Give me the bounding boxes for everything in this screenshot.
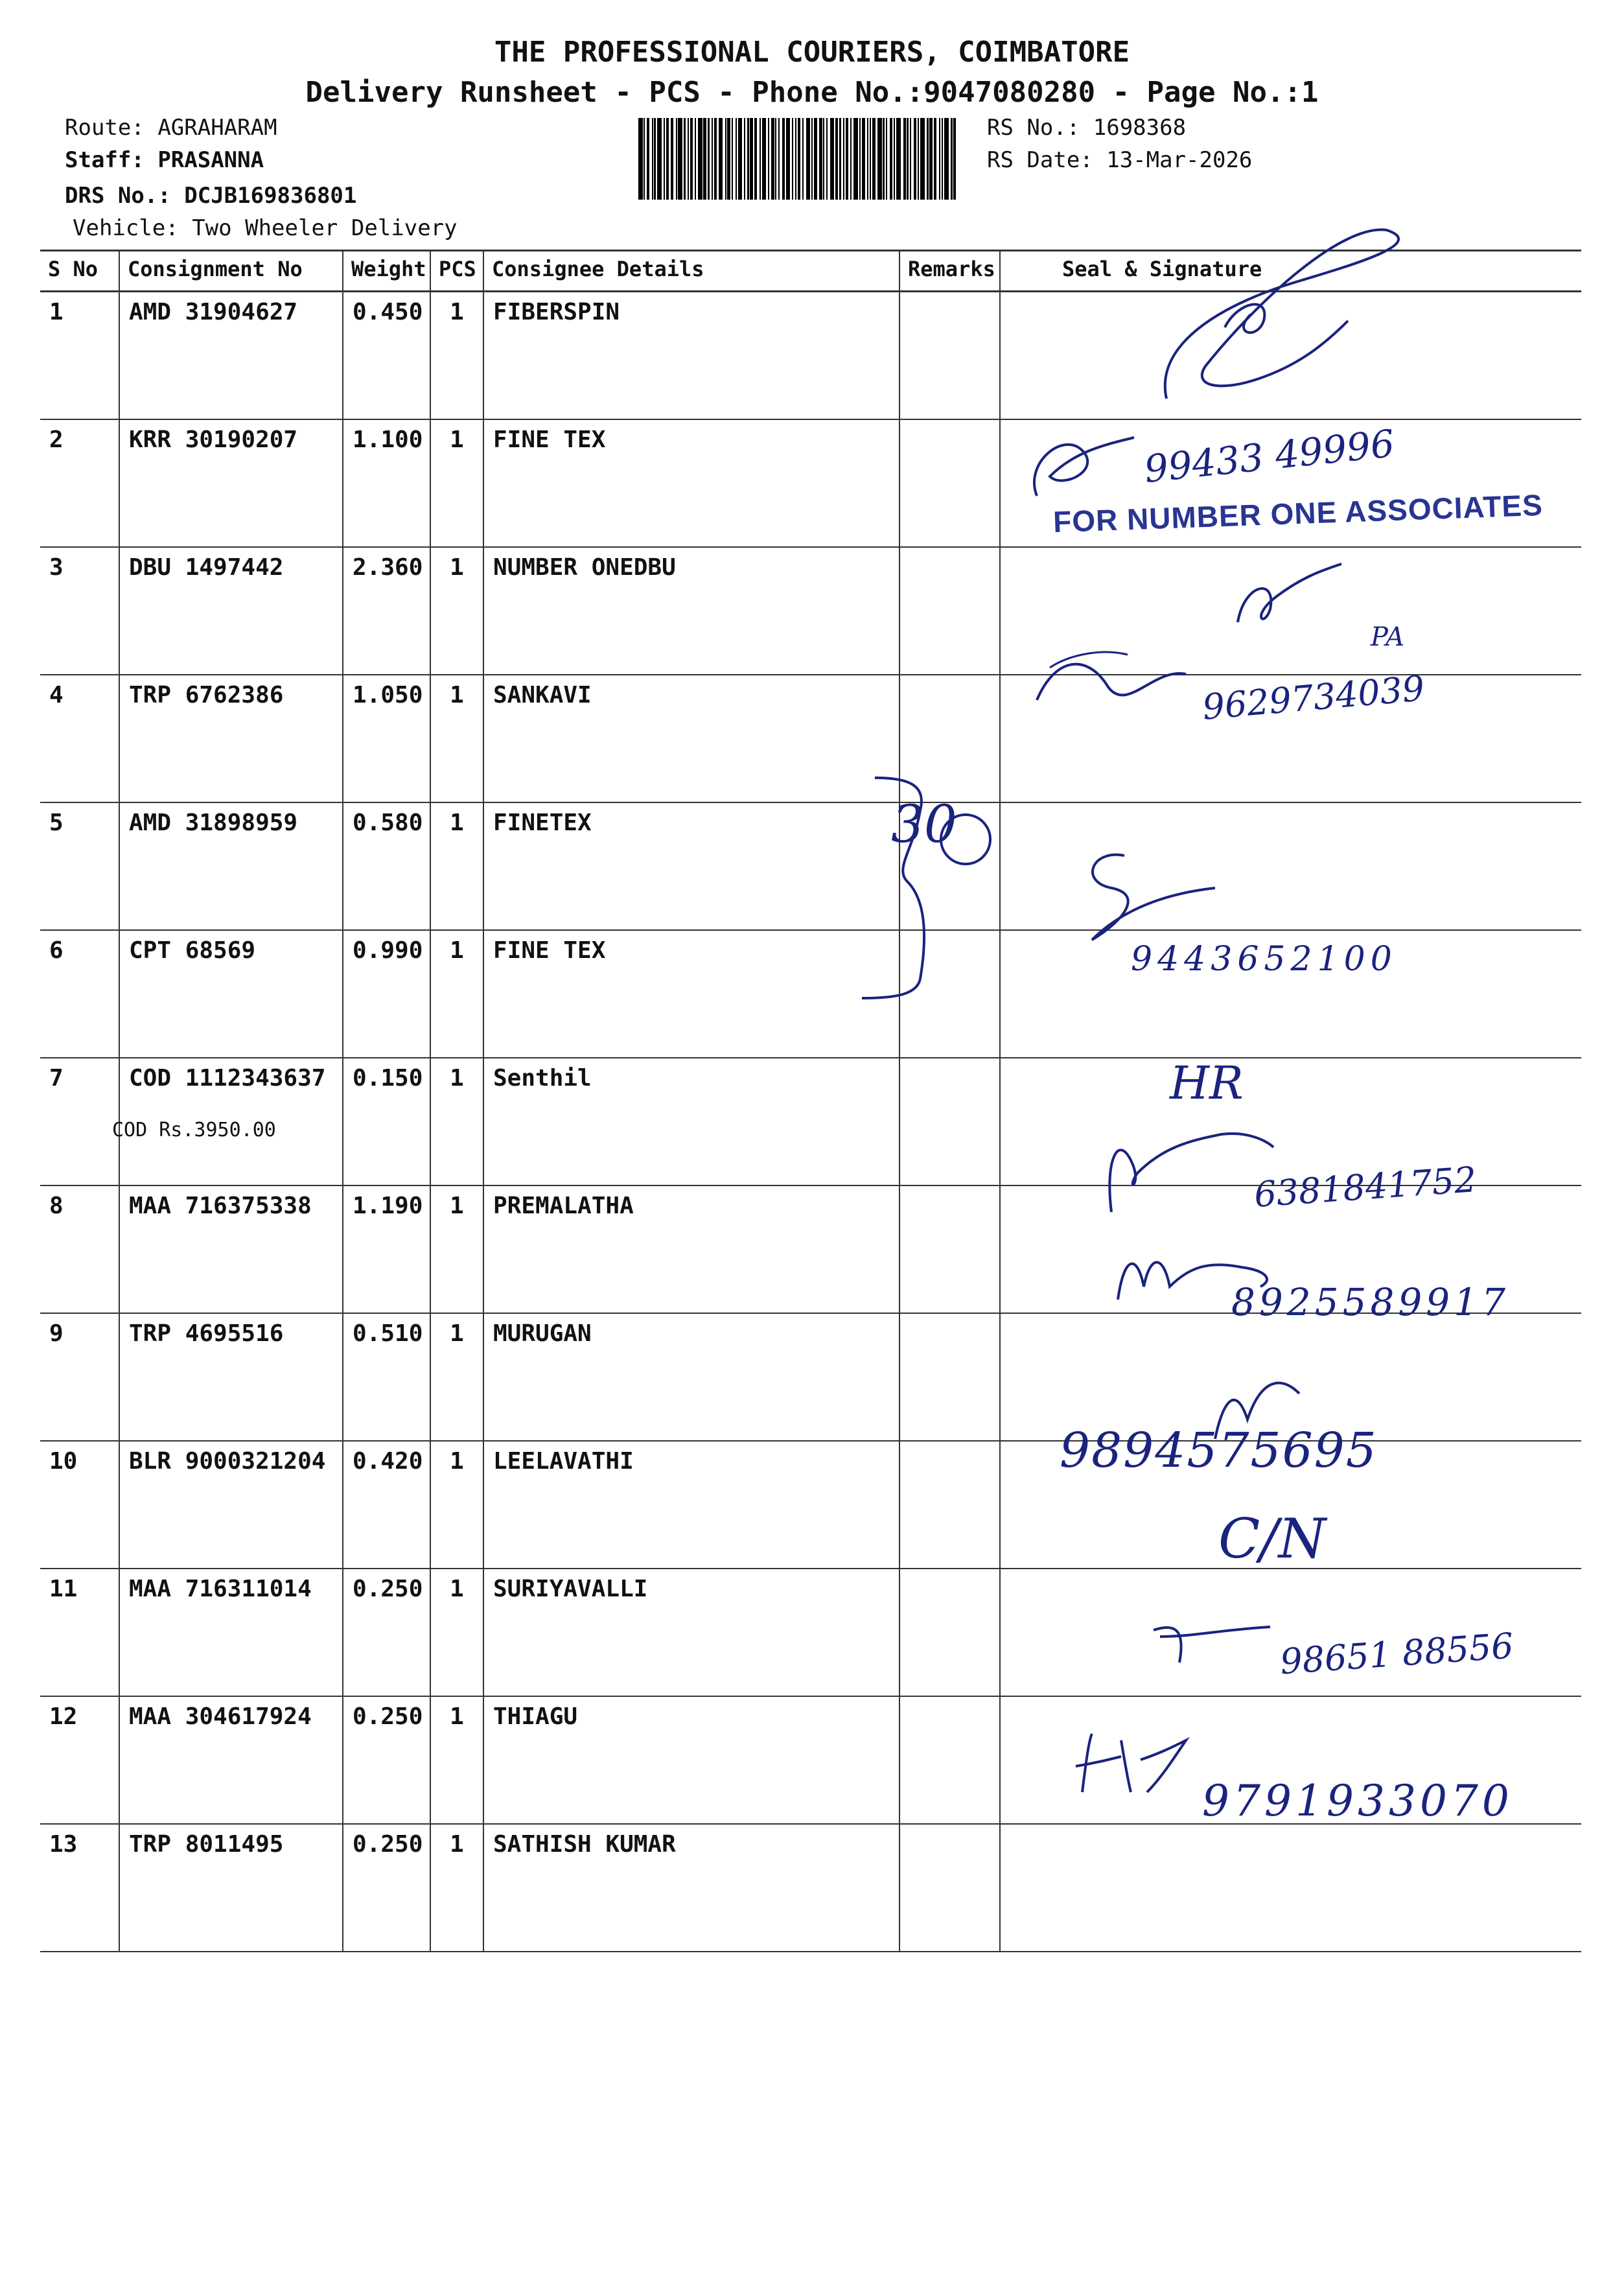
cell-pcs <box>430 1824 483 1952</box>
barcode-bar <box>760 118 761 200</box>
barcode-bar <box>806 118 811 200</box>
cell-pcs <box>430 547 483 675</box>
barcode-bar <box>690 118 693 200</box>
cell-pcs <box>430 1313 483 1441</box>
barcode-bar <box>762 118 767 200</box>
barcode-bar <box>778 118 780 200</box>
cell-weight-text: 0.580 <box>353 810 423 836</box>
rs-date: RS Date: 13-Mar-2026 <box>987 147 1253 173</box>
drs-value: DCJB169836801 <box>184 183 357 209</box>
handwritten-phone-3: 9443652100 <box>1131 940 1397 979</box>
barcode-bar <box>850 118 852 200</box>
signature-4 <box>1030 642 1199 726</box>
cell-consignee <box>483 802 899 930</box>
cell-remarks <box>899 1185 1000 1313</box>
barcode-bar <box>823 118 824 200</box>
barcode-bar <box>725 118 726 200</box>
cell-consignee <box>483 1696 899 1824</box>
table-row <box>40 1058 1581 1185</box>
barcode-bar <box>719 118 723 200</box>
col-header-consignment: Consignment No <box>119 251 343 292</box>
cell-sno-text: 11 <box>49 1576 78 1602</box>
cell-consignee-text: FINE TEX <box>493 937 606 964</box>
cell-consignee-text: NUMBER ONEDBU <box>493 554 676 581</box>
barcode-bar <box>814 118 817 200</box>
cell-seal-signature <box>1000 1058 1581 1185</box>
barcode-bar <box>795 118 796 200</box>
cell-weight-text: 1.050 <box>353 682 423 708</box>
cell-sno <box>40 930 119 1058</box>
barcode-image <box>638 118 979 200</box>
barcode-bar <box>890 118 892 200</box>
company-title: THE PROFESSIONAL COURIERS, COIMBATORE <box>494 36 1130 69</box>
signature-9 <box>1147 1611 1277 1669</box>
barcode-bar <box>666 118 669 200</box>
cell-sno-text: 7 <box>49 1065 64 1091</box>
cell-weight-text: 0.450 <box>353 299 423 325</box>
barcode-bar <box>654 118 655 200</box>
cell-consignment-no <box>119 1696 343 1824</box>
cell-remarks <box>899 1569 1000 1696</box>
cell-consignment-no <box>119 419 343 547</box>
cell-consignment-no-text: MAA 304617924 <box>129 1703 312 1730</box>
cell-consignment-no-text: TRP 8011495 <box>129 1831 284 1858</box>
cell-consignee-text: FIBERSPIN <box>493 299 620 325</box>
barcode-bar <box>918 118 919 200</box>
staff-value: PRASANNA <box>157 147 264 173</box>
cod-amount-note: COD Rs.3950.00 <box>112 1119 276 1141</box>
barcode-bar <box>671 118 673 200</box>
cell-weight <box>343 1569 430 1696</box>
cell-remarks <box>899 1313 1000 1441</box>
cell-consignment-no <box>119 802 343 930</box>
cell-sno-text: 5 <box>49 810 64 836</box>
cell-remarks <box>899 419 1000 547</box>
vehicle-line: Vehicle: Two Wheeler Delivery <box>73 215 458 241</box>
handwritten-phone-5: 8925589917 <box>1231 1280 1510 1324</box>
cell-sno <box>40 547 119 675</box>
barcode-bar <box>688 118 689 200</box>
cell-sno <box>40 419 119 547</box>
cell-consignee-text: SANKAVI <box>493 682 592 708</box>
cell-pcs-text: 1 <box>450 1831 464 1858</box>
cell-consignee <box>483 1185 899 1313</box>
cell-consignee-text: SURIYAVALLI <box>493 1576 648 1602</box>
barcode-bar <box>846 118 848 200</box>
barcode-bar <box>792 118 793 200</box>
barcode-bar <box>732 118 733 200</box>
barcode-bar <box>953 118 956 200</box>
cell-consignment-no <box>119 1824 343 1952</box>
cell-pcs <box>430 1696 483 1824</box>
barcode-bar <box>910 118 911 200</box>
cell-consignment-no <box>119 292 343 420</box>
cell-pcs-text: 1 <box>450 426 464 453</box>
col-header-pcs: PCS <box>430 251 483 292</box>
barcode-bar <box>811 118 813 200</box>
cell-weight-text: 1.190 <box>353 1193 423 1219</box>
cell-consignee-text: PREMALATHA <box>493 1193 634 1219</box>
cell-pcs-text: 1 <box>450 554 464 581</box>
barcode-bar <box>638 118 643 200</box>
barcode-bar <box>727 118 730 200</box>
cell-weight-text: 0.150 <box>353 1065 423 1091</box>
signature-1 <box>1128 224 1439 418</box>
cell-sno-text: 3 <box>49 554 64 581</box>
cell-sno <box>40 1696 119 1824</box>
cell-sno <box>40 1569 119 1696</box>
cell-consignment-no-text: MAA 716311014 <box>129 1576 312 1602</box>
barcode-bar <box>903 118 906 200</box>
barcode-bar <box>877 118 882 200</box>
cell-consignment-no-text: COD 1112343637 <box>129 1065 326 1091</box>
cell-pcs-text: 1 <box>450 1193 464 1219</box>
cell-weight <box>343 1313 430 1441</box>
cell-remarks <box>899 1824 1000 1952</box>
cell-sno <box>40 675 119 802</box>
barcode-bar <box>768 118 769 200</box>
signature-5 <box>1066 843 1235 953</box>
cell-consignment-no-text: BLR 9000321204 <box>129 1448 326 1475</box>
barcode-bar <box>853 118 858 200</box>
barcode-bar <box>826 118 828 200</box>
cell-pcs <box>430 1569 483 1696</box>
cell-consignee <box>483 1824 899 1952</box>
cell-consignment-no <box>112 1058 343 1185</box>
rs-number: RS No.: 1698368 <box>987 115 1187 141</box>
barcode-bar <box>703 118 706 200</box>
barcode-bar <box>819 118 822 200</box>
barcode-bar <box>862 118 864 200</box>
route-line <box>65 115 277 141</box>
barcode-bar <box>657 118 662 200</box>
barcode-bar <box>754 118 757 200</box>
cell-consignee <box>483 930 899 1058</box>
cell-sno-text: 2 <box>49 426 64 453</box>
cell-sno <box>40 802 119 930</box>
barcode-bar <box>802 118 804 200</box>
cell-weight-text: 0.420 <box>353 1448 423 1475</box>
cell-weight <box>343 1696 430 1824</box>
barcode-bar <box>736 118 737 200</box>
col-header-consignee: Consignee Details <box>483 251 899 292</box>
cell-pcs <box>430 1058 483 1185</box>
cell-weight-text: 0.250 <box>353 1576 423 1602</box>
cell-sno-text: 6 <box>49 937 64 964</box>
cell-consignee-text: SATHISH KUMAR <box>493 1831 676 1858</box>
barcode-bar <box>775 118 776 200</box>
cell-weight-text: 0.250 <box>353 1831 423 1858</box>
staff-label: Staff: <box>65 147 145 173</box>
table-row <box>40 802 1581 930</box>
cell-sno-text: 1 <box>49 299 64 325</box>
cell-weight <box>343 930 430 1058</box>
cell-remarks <box>899 547 1000 675</box>
barcode-bar <box>695 118 696 200</box>
barcode-bar <box>698 118 702 200</box>
cell-pcs-text: 1 <box>450 299 464 325</box>
cell-consignment-no <box>119 547 343 675</box>
cell-remarks <box>899 1696 1000 1824</box>
cell-consignment-no <box>119 1185 343 1313</box>
barcode-bar <box>907 118 908 200</box>
table-row <box>40 1313 1581 1441</box>
cell-consignee-text: FINETEX <box>493 810 592 836</box>
handwritten-phone-8: 9791933070 <box>1202 1776 1513 1826</box>
cell-consignment-no <box>119 1569 343 1696</box>
cell-sno <box>40 1824 119 1952</box>
cell-consignee <box>483 1441 899 1569</box>
barcode-bar <box>664 118 665 200</box>
barcode-bar <box>896 118 901 200</box>
barcode-bar <box>708 118 709 200</box>
cell-sno <box>40 1441 119 1569</box>
cell-consignment-no-text: TRP 4695516 <box>129 1320 284 1347</box>
table-row <box>40 1824 1581 1952</box>
barcode-bar <box>839 118 841 200</box>
cell-consignee-text: LEELAVATHI <box>493 1448 634 1475</box>
cell-consignee-text: FINE TEX <box>493 426 606 453</box>
cell-weight <box>343 547 430 675</box>
cell-pcs <box>430 675 483 802</box>
barcode-bar <box>798 118 800 200</box>
barcode-bar <box>920 118 925 200</box>
route-label: Route: <box>65 115 145 141</box>
cell-weight <box>343 1824 430 1952</box>
cell-pcs <box>430 1185 483 1313</box>
cell-weight <box>343 1441 430 1569</box>
cell-sno <box>40 292 119 420</box>
cell-weight <box>343 1185 430 1313</box>
route-value: AGRAHARAM <box>157 115 277 141</box>
barcode-bar <box>934 118 936 200</box>
handwritten-mark-hr: HR <box>1170 1056 1244 1110</box>
barcode-bar <box>676 118 677 200</box>
col-header-sno: S No <box>40 251 119 292</box>
cell-seal-signature <box>1000 1824 1581 1952</box>
cell-sno <box>40 1058 119 1185</box>
barcode-bar <box>714 118 717 200</box>
barcode-bar <box>830 118 835 200</box>
cell-consignee-text: MURUGAN <box>493 1320 592 1347</box>
barcode-bar <box>872 118 875 200</box>
barcode-bar <box>886 118 887 200</box>
handwritten-remark-count: 30 <box>891 794 957 854</box>
cell-consignment-no-text: MAA 716375338 <box>129 1193 312 1219</box>
cell-weight <box>343 1058 430 1185</box>
handwritten-mark-cn: C/N <box>1218 1507 1327 1570</box>
cell-consignee <box>483 1313 899 1441</box>
cell-weight-text: 2.360 <box>353 554 423 581</box>
barcode-bar <box>744 118 745 200</box>
cell-consignment-no <box>119 1441 343 1569</box>
cell-pcs <box>430 1441 483 1569</box>
drs-label: DRS No.: <box>65 183 171 209</box>
cell-sno <box>40 1313 119 1441</box>
signature-10 <box>1063 1727 1192 1799</box>
barcode-bar <box>870 118 871 200</box>
barcode-bar <box>738 118 743 200</box>
cell-pcs <box>430 930 483 1058</box>
cell-sno-text: 4 <box>49 682 64 708</box>
barcode-bar <box>939 118 940 200</box>
handwritten-phone-6: 9894575695 <box>1060 1423 1378 1478</box>
barcode-bar <box>951 118 952 200</box>
signature-6 <box>1105 1121 1280 1225</box>
barcode-bar <box>644 118 645 200</box>
barcode-bar <box>929 118 932 200</box>
barcode-bar <box>942 118 943 200</box>
cell-weight <box>343 675 430 802</box>
cell-sno-text: 12 <box>49 1703 78 1730</box>
company-stamp: FOR NUMBER ONE ASSOCIATES <box>1052 487 1544 539</box>
cell-sno-text: 8 <box>49 1193 64 1219</box>
cell-weight-text: 1.100 <box>353 426 423 453</box>
barcode-bar <box>647 118 649 200</box>
cell-weight-text: 0.250 <box>353 1703 423 1730</box>
barcode-bar <box>883 118 884 200</box>
cell-consignee-text: THIAGU <box>493 1703 578 1730</box>
signature-2 <box>1024 425 1141 502</box>
barcode-bar <box>750 118 752 200</box>
cell-consignee <box>483 547 899 675</box>
cell-sno-text: 10 <box>49 1448 78 1475</box>
cell-pcs-text: 1 <box>450 810 464 836</box>
runsheet-subtitle: Delivery Runsheet - PCS - Phone No.:9047080280 - Page No.:1 <box>305 76 1319 109</box>
cell-consignee <box>483 675 899 802</box>
drs-line <box>65 183 356 209</box>
cell-sno-text: 13 <box>49 1831 78 1858</box>
cell-consignee-text: Senthil <box>493 1065 592 1091</box>
barcode-bar <box>927 118 928 200</box>
cell-consignment-no <box>119 1313 343 1441</box>
cell-consignment-no <box>119 930 343 1058</box>
cell-pcs-text: 1 <box>450 1448 464 1475</box>
cell-consignment-no-text: AMD 31904627 <box>129 299 298 325</box>
cell-pcs <box>430 802 483 930</box>
barcode-bar <box>771 118 774 200</box>
cell-pcs-text: 1 <box>450 682 464 708</box>
cell-pcs <box>430 419 483 547</box>
cell-consignment-no-text: AMD 31898959 <box>129 810 298 836</box>
handwritten-phone-7: 98651 88556 <box>1279 1625 1515 1683</box>
cell-remarks <box>899 1441 1000 1569</box>
cell-weight <box>343 419 430 547</box>
cell-weight-text: 0.510 <box>353 1320 423 1347</box>
barcode-bar <box>859 118 861 200</box>
handwritten-phone-4: 6381841752 <box>1253 1159 1478 1215</box>
cell-remarks <box>899 1058 1000 1185</box>
cell-consignment-no-text: DBU 1497442 <box>129 554 284 581</box>
barcode-bar <box>684 118 685 200</box>
col-header-remarks: Remarks <box>899 251 1000 292</box>
barcode-bar <box>944 118 949 200</box>
cell-weight <box>343 292 430 420</box>
barcode-bar <box>786 118 791 200</box>
cell-pcs-text: 1 <box>450 1576 464 1602</box>
col-header-weight: Weight <box>343 251 430 292</box>
cell-weight <box>343 802 430 930</box>
barcode-bar <box>867 118 868 200</box>
cell-weight-text: 0.990 <box>353 937 423 964</box>
cell-sno-text: 9 <box>49 1320 64 1347</box>
cell-pcs-text: 1 <box>450 937 464 964</box>
cell-sno <box>40 1185 119 1313</box>
barcode-bar <box>678 118 682 200</box>
staff-line <box>65 147 264 173</box>
cell-consignee <box>483 1569 899 1696</box>
table-body <box>40 292 1581 1952</box>
handwritten-phone-1: 99433 49996 <box>1142 421 1397 492</box>
col-header-seal-signature: Seal & Signature <box>1000 251 1581 292</box>
cell-pcs-text: 1 <box>450 1320 464 1347</box>
barcode-bar <box>782 118 785 200</box>
signature-3 <box>1231 557 1348 635</box>
cell-remarks <box>899 292 1000 420</box>
barcode-bar <box>894 118 895 200</box>
barcode-bar <box>843 118 844 200</box>
barcode-bar <box>712 118 713 200</box>
cell-consignment-no <box>119 675 343 802</box>
cell-consignment-no-text: TRP 6762386 <box>129 682 284 708</box>
cell-pcs-text: 1 <box>450 1065 464 1091</box>
cell-pcs-text: 1 <box>450 1703 464 1730</box>
cell-consignee <box>483 419 899 547</box>
table-row <box>40 547 1581 675</box>
handwritten-phone-2: 9629734039 <box>1200 668 1426 728</box>
cell-consignee <box>483 292 899 420</box>
barcode-bar <box>747 118 748 200</box>
barcode-bar <box>835 118 838 200</box>
cell-consignment-no-text: KRR 30190207 <box>129 426 298 453</box>
cell-pcs <box>430 292 483 420</box>
cell-consignee <box>483 1058 899 1185</box>
barcode-bar <box>914 118 916 200</box>
handwritten-mark-pa: PA <box>1371 622 1405 652</box>
barcode-bar <box>652 118 653 200</box>
cell-consignment-no-text: CPT 68569 <box>129 937 256 964</box>
